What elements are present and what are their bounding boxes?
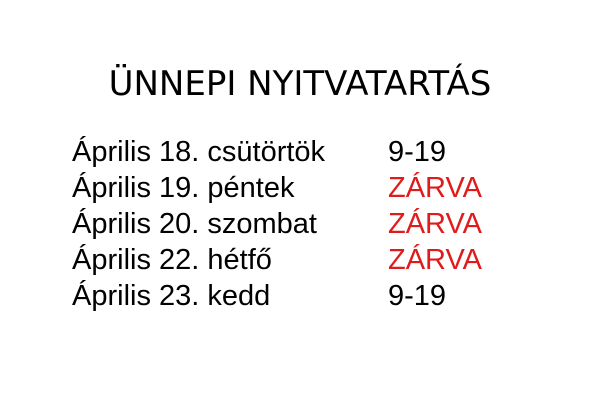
schedule-row [72, 278, 542, 314]
schedule-hours: 9-19 [388, 280, 447, 312]
schedule-day: Április 20. szombat [72, 208, 317, 240]
schedule-hours: 9-19 [388, 136, 447, 168]
schedule-hours-closed: ZÁRVA [388, 244, 483, 276]
schedule-row [72, 242, 542, 278]
opening-hours-list [72, 134, 542, 314]
schedule-day: Április 23. kedd [72, 280, 271, 312]
schedule-row [72, 170, 542, 206]
schedule-day: Április 19. péntek [72, 172, 295, 204]
schedule-day: Április 18. csütörtök [72, 136, 326, 168]
schedule-row [72, 206, 542, 242]
schedule-hours-closed: ZÁRVA [388, 208, 483, 240]
schedule-day: Április 22. hétfő [72, 244, 272, 276]
page-title: ÜNNEPI NYITVATARTÁS [108, 64, 492, 104]
schedule-row [72, 134, 542, 170]
schedule-hours-closed: ZÁRVA [388, 172, 483, 204]
